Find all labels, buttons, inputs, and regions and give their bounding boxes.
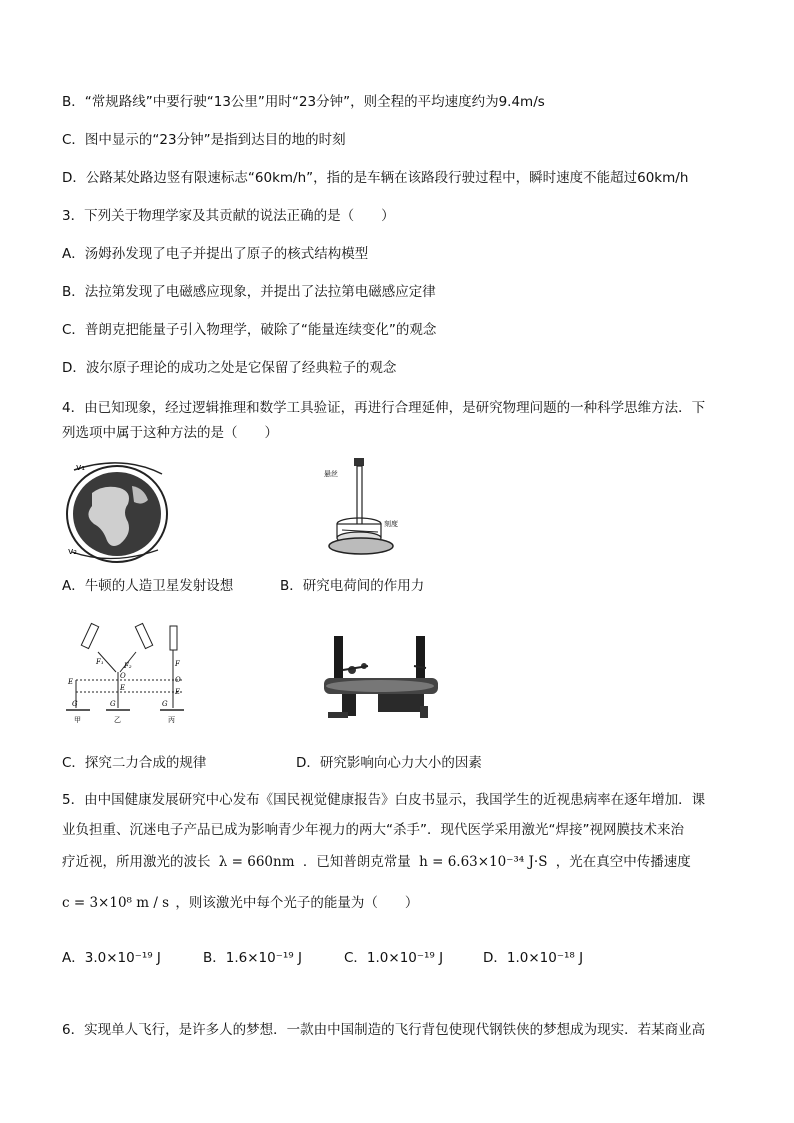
q5-stem-line3b: ．已知普朗克常量 xyxy=(302,854,411,870)
fig-c-label-f: F xyxy=(175,660,180,668)
q5-stem-line2: 业负担重、沉迷电子产品已成为影响青少年视力的两大“杀手”．现代医学采用激光“焊接”视网膜技术来治 xyxy=(62,822,684,838)
figure-c-force-composition xyxy=(62,622,186,730)
q3-option-b: B．法拉第发现了电磁感应现象，并提出了法拉第电磁感应定律 xyxy=(62,284,436,300)
fig-c-label-jia: 甲 xyxy=(74,716,81,724)
q2-option-c: C．图中显示的“23分钟”是指到达目的地的时刻 xyxy=(62,132,346,148)
fig-c-label-e1: E xyxy=(68,678,74,686)
q5-lambda: λ = 660nm xyxy=(218,854,295,870)
figure-d-centripetal-apparatus xyxy=(322,632,442,722)
q4-caption-b: B．研究电荷间的作用力 xyxy=(280,578,425,594)
fig-c-label-f1: F₁ xyxy=(96,658,104,666)
q4-caption-d: D．研究影响向心力大小的因素 xyxy=(296,755,482,771)
fig-c-label-g2: G xyxy=(110,700,116,708)
q6-stem-line1: 6．实现单人飞行，是许多人的梦想．一款由中国制造的飞行背包使现代钢铁侠的梦想成为现实．若某商业高 xyxy=(62,1022,706,1038)
q4-stem-line1: 4．由已知现象，经过逻辑推理和数学工具验证，再进行合理延伸，是研究物理问题的一种科学思维方法．下 xyxy=(62,400,706,416)
q3-option-a: A．汤姆孙发现了电子并提出了原子的核式结构模型 xyxy=(62,246,369,262)
figure-b-torsion-balance xyxy=(322,452,404,560)
fig-a-label-v1: v₁ xyxy=(76,463,85,473)
fig-c-label-yi: 乙 xyxy=(114,716,121,724)
fig-b-label-wire: 悬丝 xyxy=(324,470,338,478)
fig-c-label-e2: E xyxy=(120,684,126,692)
q5-stem-line3c: ，光在真空中传播速度 xyxy=(555,854,691,870)
fig-b-label-scale: 刻度 xyxy=(384,520,398,528)
q4-caption-c: C．探究二力合成的规律 xyxy=(62,755,207,771)
q4-stem-line2: 列选项中属于这种方法的是（ ） xyxy=(62,425,278,441)
fig-c-label-f2: F₂ xyxy=(124,662,132,670)
fig-c-label-bing: 丙 xyxy=(168,716,175,724)
q5-option-d: D．1.0×10⁻¹⁸ J xyxy=(483,950,584,966)
q5-stem-line4 xyxy=(62,893,418,913)
fig-c-label-g1: G xyxy=(72,700,78,708)
fig-c-label-o2: O xyxy=(175,676,181,684)
q5-options xyxy=(62,948,602,968)
q5-stem-line3a: 疗近视，所用激光的波长 xyxy=(62,854,211,870)
q5-speed: c = 3×10⁸ m / s xyxy=(62,895,170,911)
q5-option-a: A．3.0×10⁻¹⁹ J xyxy=(62,950,161,966)
q5-option-b: B．1.6×10⁻¹⁹ J xyxy=(203,950,302,966)
q5-stem-line3 xyxy=(62,852,691,872)
q2-option-d: D．公路某处路边竖有限速标志“60km/h”，指的是车辆在该路段行驶过程中，瞬时速度不能超过60km/h xyxy=(62,170,689,186)
q3-option-c: C．普朗克把能量子引入物理学，破除了“能量连续变化”的观念 xyxy=(62,322,437,338)
q3-option-d: D．波尔原子理论的成功之处是它保留了经典粒子的观念 xyxy=(62,360,397,376)
q3-stem: 3．下列关于物理学家及其贡献的说法正确的是（ ） xyxy=(62,208,395,224)
fig-c-label-o1: O xyxy=(120,672,126,680)
fig-c-label-g3: G xyxy=(162,700,168,708)
q5-stem-line1: 5．由中国健康发展研究中心发布《国民视觉健康报告》白皮书显示，我国学生的近视患病率在逐年增加．课 xyxy=(62,792,706,808)
fig-a-label-v2: v₂ xyxy=(68,547,77,557)
q5-planck: h = 6.63×10⁻³⁴ J·S xyxy=(419,854,548,870)
fig-c-label-e3: E xyxy=(175,688,181,696)
q4-caption-a: A．牛顿的人造卫星发射设想 xyxy=(62,578,234,594)
q5-option-c: C．1.0×10⁻¹⁹ J xyxy=(344,950,444,966)
figure-a-newton-satellite xyxy=(62,458,172,566)
q2-option-b: B．“常规路线”中要行驶“13公里”用时“23分钟”，则全程的平均速度约为9.4m/s xyxy=(62,94,545,110)
q5-stem-line4-text: ，则该激光中每个光子的能量为（ ） xyxy=(175,895,419,911)
